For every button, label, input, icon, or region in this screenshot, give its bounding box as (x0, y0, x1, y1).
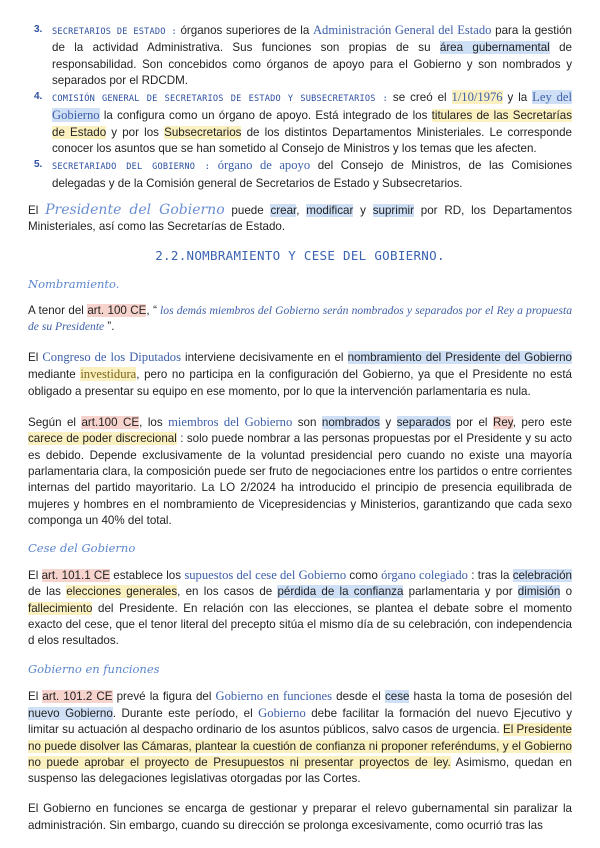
term: COMISIÓN GENERAL DE SECRETARIOS DE ESTADO Y SUBSECRETARIOS : (52, 94, 389, 105)
date-highlight: 1/10/1976 (451, 90, 503, 105)
script-term: Presidente del Gobierno (45, 201, 225, 218)
subsection-title: Nombramiento. (28, 276, 120, 291)
article-highlight: art. 101.2 CE (42, 689, 113, 703)
highlight-term: supuestos del cese del Gobierno (184, 568, 347, 583)
quote: los demás miembros del Gobierno serán nombrados y separados por el Rey a propuesta de su Presidente (28, 303, 572, 333)
highlight-term: Congreso de los Diputados (42, 350, 181, 365)
subsection-title: Gobierno en funciones (28, 661, 160, 676)
highlight-blue: modificar (306, 203, 354, 217)
highlight-term: Gobierno en funciones (215, 688, 333, 703)
paragraph: El Gobierno en funciones se encarga de gestionar y preparar el relevo gubernamental sin paralizar la administración. Sin embargo, cuando su dirección se prolonga excesivamente, como ocurrió tras las (28, 802, 572, 832)
highlight-yellow: carece de poder discrecional (28, 432, 177, 446)
highlight-blue: pérdida de la confianza (277, 585, 404, 599)
highlight-blue: separados (396, 416, 451, 430)
paragraph: El art. 101.1 CE establece los supuestos del cese del Gobierno como órgano colegiado : tras la celebración de las elecciones generales, en los casos de pérdida de la confianza parlamentaria y por dimisión o fallecimiento del Presidente. En relación con las elecciones, se plantea el debate sobre el momento exacto del cese, que el tenor literal del precepto sitúa el mismo día de su celebración, con independencia d elos resultados. (28, 568, 573, 648)
article-highlight: art.100 CE (81, 416, 140, 430)
highlight-term: Gobierno (258, 705, 306, 720)
highlight-blue: crear (270, 203, 297, 217)
list-number: 3. (34, 24, 43, 35)
list-number: 4. (34, 91, 43, 103)
highlight-term: Ley del Gobierno (52, 90, 572, 123)
highlight-blue: nombrados (321, 416, 380, 430)
highlight-term: Administración General del Estado (312, 23, 492, 37)
article-highlight: art. 101.1 CE (41, 569, 111, 583)
highlight-blue: nombramiento del Presidente del Gobierno (347, 351, 572, 365)
list-item: 3. SECRETARIOS DE ESTADO : órganos superiores de la Administración General del Estado para la gestión de la actividad Administrativa. Sus funciones son propias de su área gubernamental de responsabilidad. Son concebidos como órganos de apoyo para el Gobierno y son nombrados y separados por el RDCDM. (34, 23, 572, 87)
paragraph: A tenor del art. 100 CE, “ los demás miembros del Gobierno serán nombrados y separados por el Rey a propuesta de su Presidente ”. (28, 303, 572, 333)
subsection-title: Cese del Gobierno (28, 541, 136, 556)
highlight-blue: área gubernamental (439, 41, 550, 55)
highlight-term: órgano colegiado (381, 568, 468, 583)
paragraph: El art. 101.2 CE prevé la figura del Gobierno en funciones desde el cese hasta la toma de posesión del nuevo Gobierno. Durante este período, el Gobierno debe facilitar la formación del nuevo Ejecutivo y limitar su actuación al despacho ordinario de los asuntos públicos, salvo casos de urgencia. El Presidente no puede disolver las Cámaras, plantear la cuestión de confianza ni proponer referéndums, y el Gobierno no puede aprobar el proyecto de Presupuestos ni presentar proyectos de ley. Asimismo, quedan en suspenso las delegaciones legislativas otorgadas por las Cortes. (28, 688, 573, 786)
highlight-blue: suprimir (372, 203, 414, 217)
list-number: 5. (34, 159, 43, 171)
term: SECRETARIOS DE ESTADO : (52, 27, 177, 37)
highlight-yellow: investidura (80, 367, 137, 382)
highlight-blue: dimisión (517, 585, 561, 599)
highlight-yellow: fallecimiento (28, 601, 93, 615)
highlight-term: órgano de apoyo (210, 158, 311, 173)
article-highlight: art. 100 CE (87, 303, 147, 317)
highlight-yellow: elecciones generales (66, 585, 178, 599)
paragraph: El Congreso de los Diputados interviene decisivamente en el nombramiento del Presidente del Gobierno mediante investidura, pero no participa en la configuración del Gobierno, ya que el Presidente no está obligado a presentar su equipo en ese momento, por lo que la intervención parlamentaria es nula. (28, 350, 573, 398)
highlight-blue: cese (384, 689, 410, 703)
highlight-term: miembros del Gobierno (168, 415, 293, 430)
paragraph: El Presidente del Gobierno puede crear, modificar y suprimir por RD, los Departamentos Ministeriales, así como las Secretarías de Estado. (28, 201, 572, 234)
highlight-blue: nuevo Gobierno (28, 706, 113, 720)
highlight-yellow: Subsecretarios (164, 125, 242, 139)
highlight-yellow: El Presidente no puede disolver las Cámaras, plantear la cuestión de confianza ni proponer referéndums, y el Gobierno no puede aprobar el proyecto de Presupuestos ni presentar proyectos de ley. (28, 723, 572, 769)
highlight-red: Rey (492, 416, 513, 430)
highlight-yellow: titulares de las Secretarías de Estado (52, 109, 572, 139)
paragraph: Según el art.100 CE, los miembros del Gobierno son nombrados y separados por el Rey, pero este carece de poder discrecional : solo puede nombrar a las personas propuestas por el Presidente y su acto es debido. Depende exclusivamente de la voluntad presidencial pero cuando no existe una mayoría parlamentaria clara, la composición puede ser fruto de negociaciones entre los partidos o entre corrientes internas del partido mayoritario. La LO 2/2024 ha introducido el principio de presencia equilibrada de mujeres y hombres en el nombramiento de Vicepresidencias y Ministerios, garantizando que cada sexo componga un 40% del total. (28, 415, 573, 527)
highlight-blue: celebración (512, 569, 572, 583)
list-item: 4. COMISIÓN GENERAL DE SECRETARIOS DE ESTADO Y SUBSECRETARIOS : se creó el 1/10/1976 y la Ley del Gobierno la configura como un órgano de apoyo. Está integrado de los titulares de las Secretarías de Estado y por los Subsecretarios de los distintos Departamentos Ministeriales. Le corresponde conocer los asuntos que se han sometido al Consejo de Ministros y los temas que les afecten. (34, 90, 572, 156)
list-item: 5. SECRETARIADO DEL GOBIERNO : órgano de apoyo del Consejo de Ministros, de las Comisiones delegadas y de la Comisión general de Secretarios de Estado y Subsecretarios. (34, 158, 572, 190)
term: SECRETARIADO DEL GOBIERNO : (52, 162, 211, 173)
section-title: 2.2.NOMBRAMIENTO Y CESE DEL GOBIERNO. (155, 247, 445, 263)
